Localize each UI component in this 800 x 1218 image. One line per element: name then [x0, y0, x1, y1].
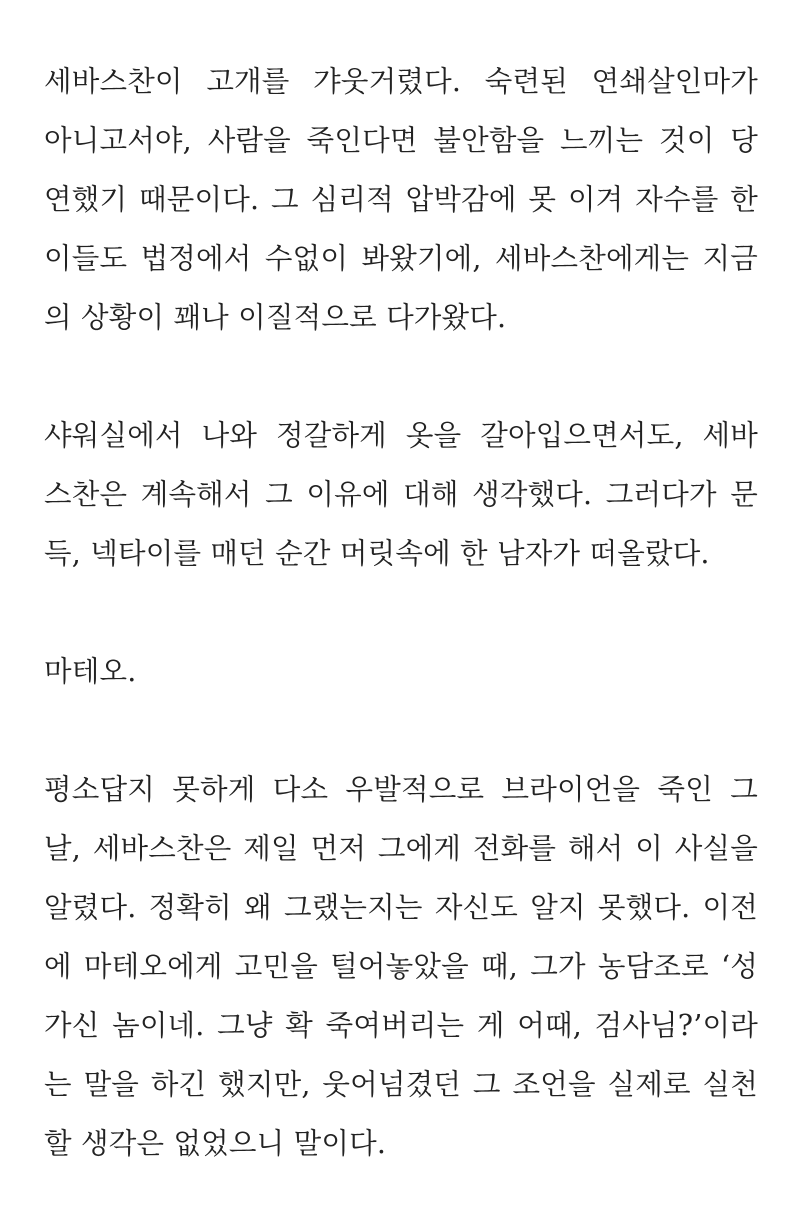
text-line: 스찬은 계속해서 그 이유에 대해 생각했다. 그러다가 문	[44, 478, 758, 511]
text-line: 이들도 법정에서 수없이 봐왔기에, 세바스찬에게는 지금	[44, 242, 758, 275]
text-line: 는 말을 하긴 했지만, 웃어넘겼던 그 조언을 실제로 실천	[44, 1068, 758, 1101]
text-line: 의 상황이 꽤나 이질적으로 다가왔다.	[44, 301, 507, 334]
text-line: 아니고서야, 사람을 죽인다면 불안함을 느끼는 것이 당	[44, 124, 758, 157]
text-line: 득, 넥타이를 매던 순간 머릿속에 한 남자가 떠올랐다.	[44, 537, 710, 570]
text-line: 에 마테오에게 고민을 털어놓았을 때, 그가 농담조로 ‘성	[44, 950, 758, 983]
text-line: 세바스찬이 고개를 갸웃거렸다. 숙련된 연쇄살인마가	[44, 65, 758, 98]
text-line: 가신 놈이네. 그냥 확 죽여버리는 게 어때, 검사님?’이라	[44, 1009, 758, 1042]
text-line: 마테오.	[44, 655, 137, 688]
text-line: 평소답지 못하게 다소 우발적으로 브라이언을 죽인 그	[44, 773, 758, 806]
text-line: 날, 세바스찬은 제일 먼저 그에게 전화를 해서 이 사실을	[44, 832, 758, 865]
text-line: 연했기 때문이다. 그 심리적 압박감에 못 이겨 자수를 한	[44, 183, 758, 216]
text-line: 알렸다. 정확히 왜 그랬는지는 자신도 알지 못했다. 이전	[44, 891, 758, 924]
text-line: 샤워실에서 나와 정갈하게 옷을 갈아입으면서도, 세바	[44, 419, 758, 452]
text-line: 할 생각은 없었으니 말이다.	[44, 1127, 387, 1160]
